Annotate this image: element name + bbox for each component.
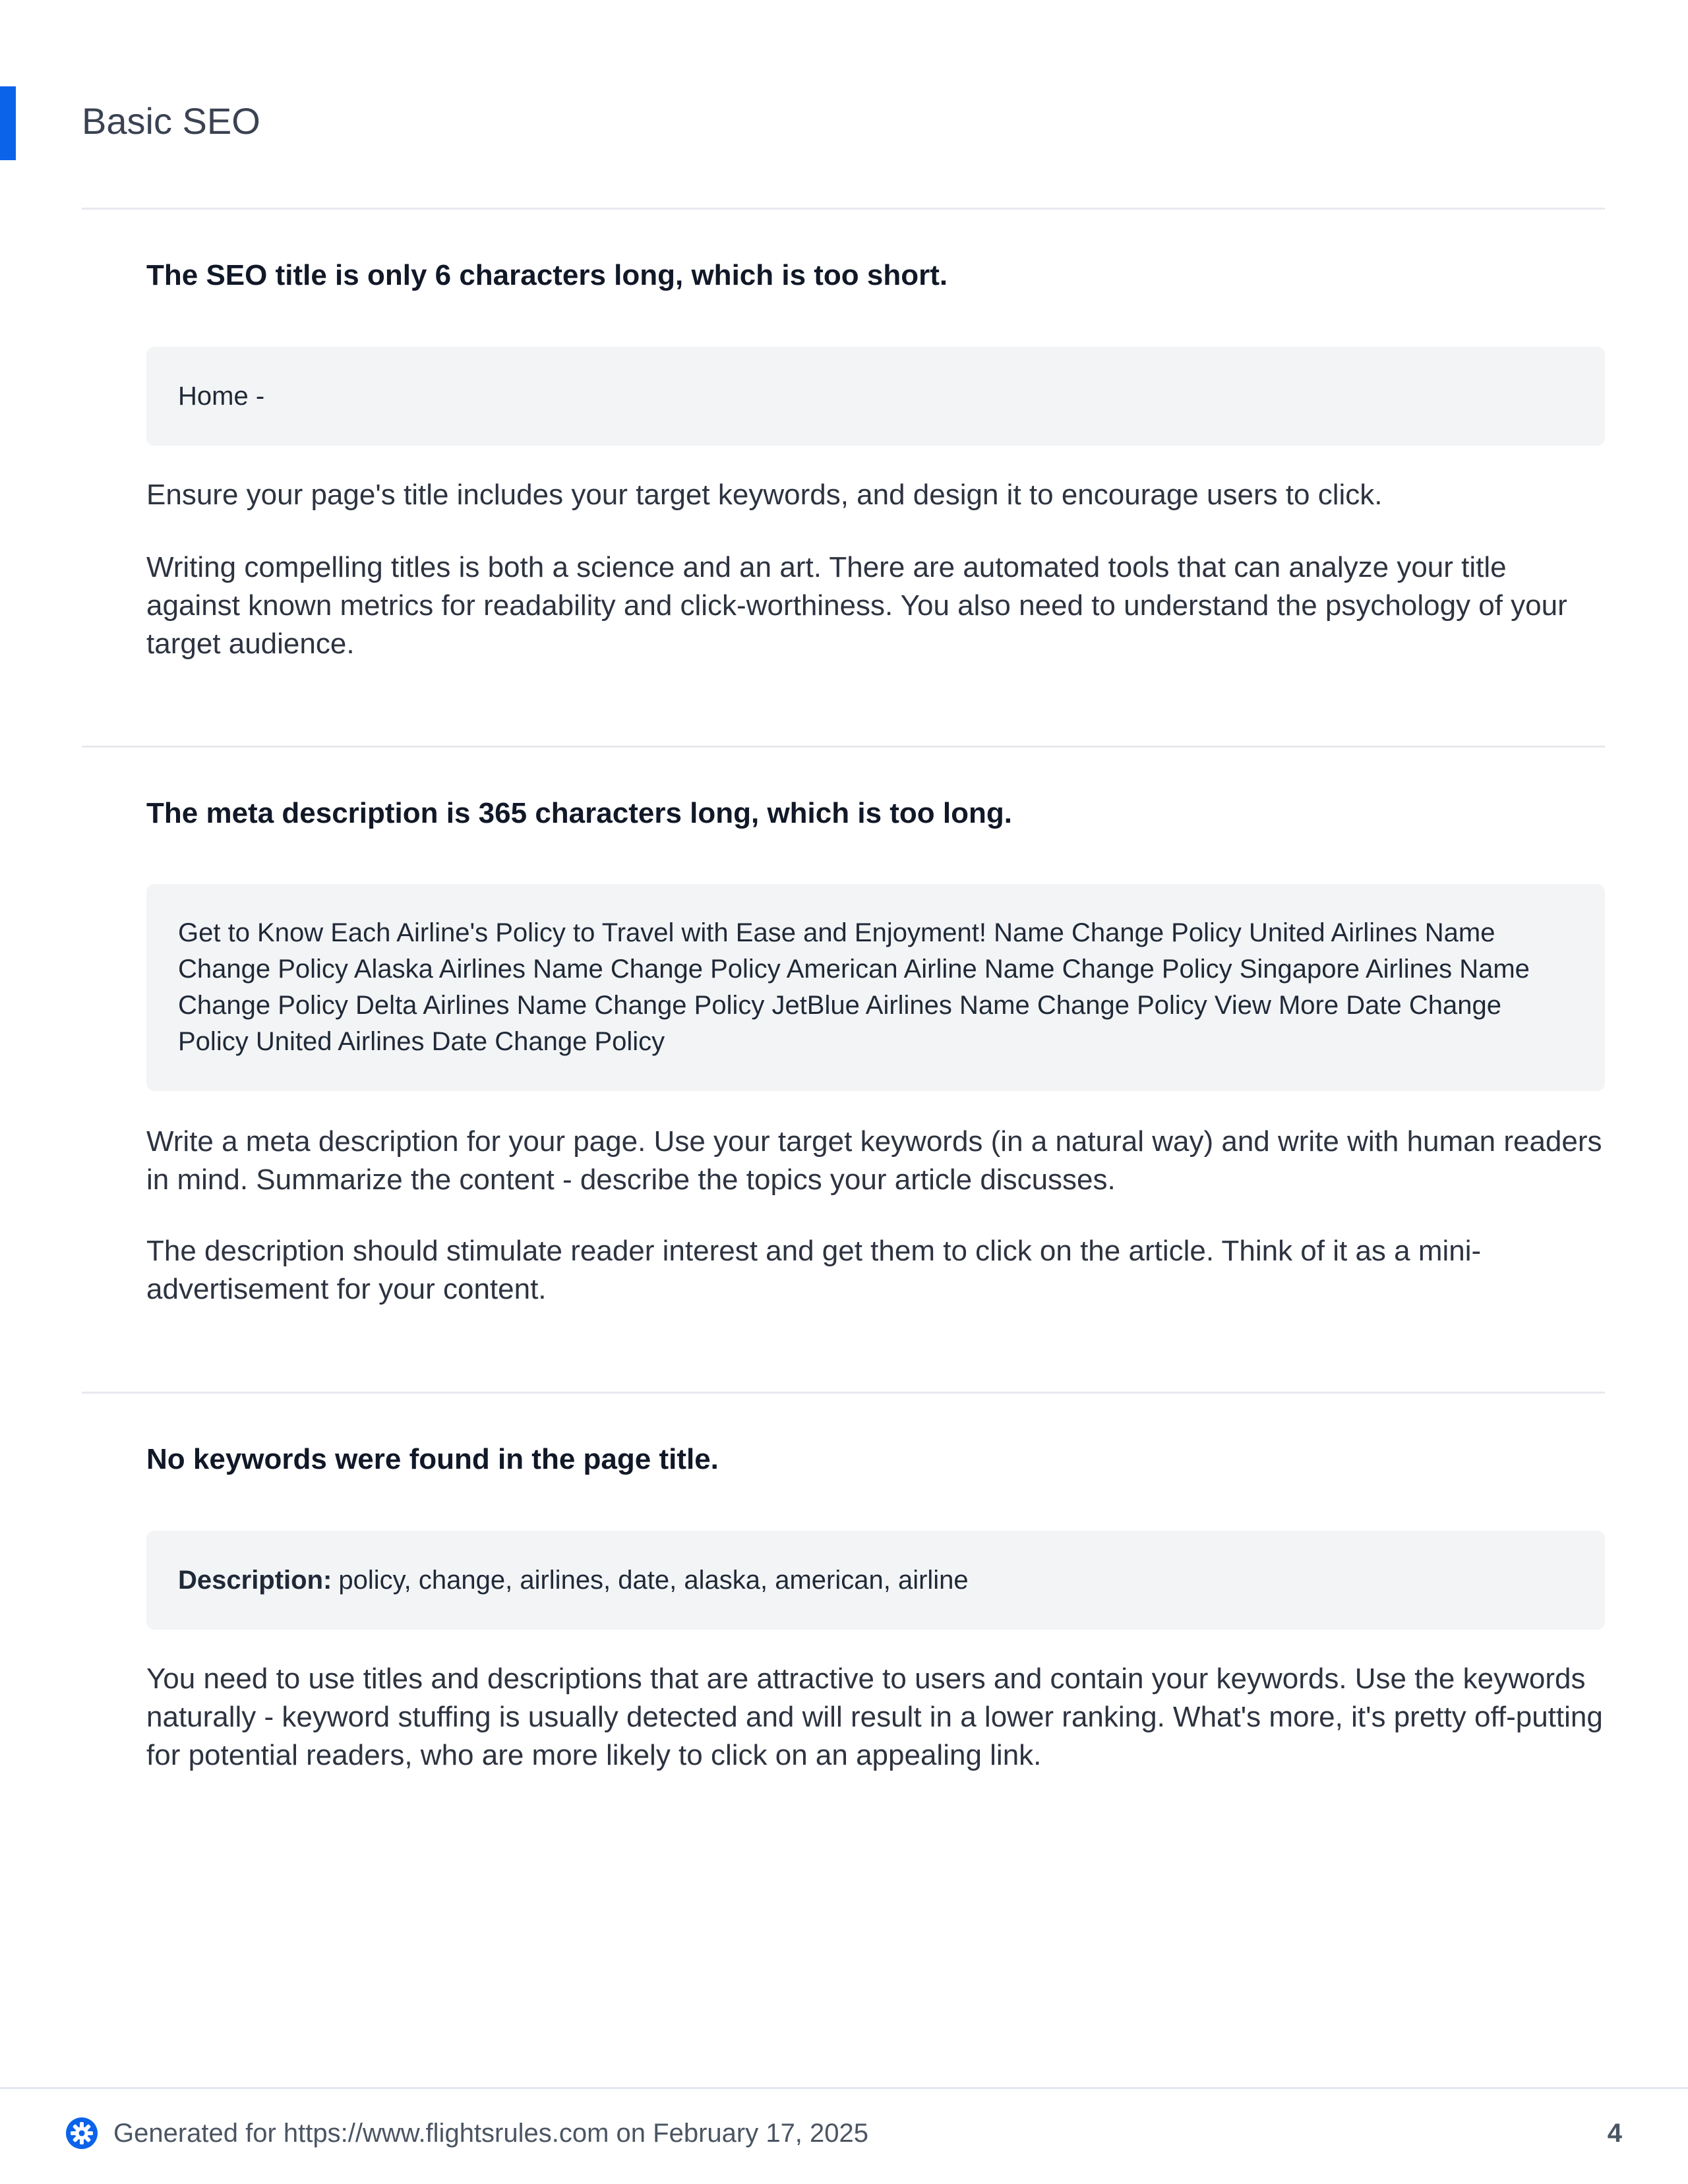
- meta-description-value-box: [146, 884, 1605, 1091]
- meta-description-value: Get to Know Each Airline's Policy to Travel with Ease and Enjoyment! Name Change Policy United Airlines Name Change Policy Alaska Airlines Name Change Policy American Airline Name Change Policy Singapore Airlines Name Change Policy Delta Airlines Name Change Policy JetBlue Airlines Name Change Policy View More Date Change Policy United Airlines Date Change Policy: [178, 918, 1530, 1056]
- footer-generated-text: Generated for https://www.flightsrules.com on February 17, 2025: [113, 2119, 869, 2148]
- check-paragraph: The description should stimulate reader interest and get them to click on the article. Think of it as a mini-advertisement for your content.: [146, 1235, 1482, 1305]
- footer-divider: [0, 2087, 1688, 2089]
- seo-title-value: Home -: [178, 381, 265, 411]
- keywords-value-label: Description:: [178, 1565, 332, 1595]
- page-number: 4: [1607, 2119, 1622, 2148]
- check-heading: No keywords were found in the page title.: [146, 1443, 719, 1475]
- section-accent-bar: [0, 86, 16, 160]
- check-heading: The SEO title is only 6 characters long, which is too short.: [146, 259, 948, 291]
- check-heading: The meta description is 365 characters long, which is too long.: [146, 797, 1012, 829]
- check-paragraph: You need to use titles and descriptions that are attractive to users and contain your keywords. Use the keywords naturally - keyword stuffing is usually detected and will result in a lower ranking. What's more, it's pretty off-putting for potential readers, who are more likely to click on an appealing link.: [146, 1663, 1603, 1771]
- gear-badge-icon: [65, 2116, 99, 2150]
- seo-title-value-box: [146, 347, 1605, 446]
- keywords-value: policy, change, airlines, date, alaska, american, airline: [338, 1565, 969, 1595]
- section-title: Basic SEO: [82, 100, 260, 142]
- check-paragraph: Writing compelling titles is both a science and an art. There are automated tools that can analyze your title against known metrics for readability and click-worthiness. You also need to understand the psychology of your target audience.: [146, 551, 1567, 660]
- check-divider: [82, 1392, 1605, 1394]
- keywords-value-box: [146, 1531, 1605, 1630]
- check-paragraph: Ensure your page's title includes your target keywords, and design it to encourage users to click.: [146, 479, 1383, 511]
- check-divider: [82, 746, 1605, 748]
- check-paragraph: Write a meta description for your page. Use your target keywords (in a natural way) and write with human readers in mind. Summarize the content - describe the topics your article discusses.: [146, 1125, 1602, 1196]
- section-divider: [82, 208, 1605, 210]
